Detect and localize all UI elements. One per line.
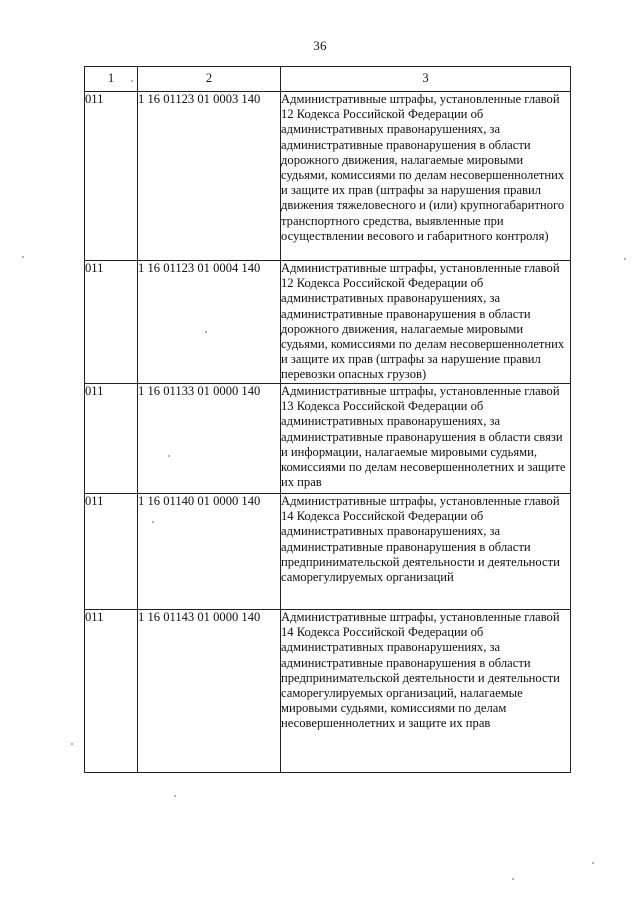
table-row [85, 92, 571, 261]
scan-speck [174, 795, 176, 797]
description-cell: Административные штрафы, установленные главой 14 Кодекса Российской Федерации об административных правонарушениях, за административные правонарушения в области предпринимательской деятельности и деятельности саморегулируемых организаций, налагаемые мировыми судьями, комиссиями по делам несовершеннолетних и защите их прав [281, 610, 571, 773]
admin-code-cell: 011 [85, 92, 138, 261]
admin-code-cell: 011 [85, 261, 138, 384]
page-number: 36 [313, 38, 327, 53]
revenue-code-cell: 1 16 01140 01 0000 140 [138, 494, 281, 610]
description-cell: Административные штрафы, установленные главой 14 Кодекса Российской Федерации об административных правонарушениях, за административные правонарушения в области предпринимательской деятельности и деятельности саморегулируемых организаций [281, 494, 571, 610]
column-header-2: 2 [138, 67, 281, 92]
scan-speck [512, 878, 514, 880]
scan-speck [205, 331, 207, 333]
budget-code-table [84, 66, 571, 773]
scan-speck [152, 521, 154, 523]
scan-speck [71, 743, 73, 745]
table-row [85, 384, 571, 494]
scan-speck [592, 862, 594, 864]
admin-code-cell: 011 [85, 494, 138, 610]
column-header-1: 1 [85, 67, 138, 92]
table-header-row [85, 67, 571, 92]
scan-speck [168, 455, 170, 457]
column-header-3: 3 [281, 67, 571, 92]
admin-code-cell: 011 [85, 384, 138, 494]
revenue-code-cell: 1 16 01143 01 0000 140 [138, 610, 281, 773]
description-cell: Административные штрафы, установленные главой 12 Кодекса Российской Федерации об административных правонарушениях, за административные правонарушения в области дорожного движения, налагаемые мировыми судьями, комиссиями по делам несовершеннолетних и защите их прав (штрафы за нарушения правил движения тяжеловесного и (или) крупногабаритного транспортного средства, выявленные при осуществлении весового и габаритного контроля) [281, 92, 571, 261]
scan-speck [624, 258, 626, 260]
scan-speck [131, 80, 133, 82]
table-row [85, 494, 571, 610]
revenue-code-cell: 1 16 01123 01 0003 140 [138, 92, 281, 261]
description-cell: Административные штрафы, установленные главой 13 Кодекса Российской Федерации об административных правонарушениях, за административные правонарушения в области связи и информации, налагаемые мировыми судьями, комиссиями по делам несовершеннолетних и защите их прав [281, 384, 571, 494]
table-row [85, 610, 571, 773]
table-row [85, 261, 571, 384]
revenue-code-cell: 1 16 01123 01 0004 140 [138, 261, 281, 384]
admin-code-cell: 011 [85, 610, 138, 773]
scan-speck [22, 256, 24, 258]
revenue-code-cell: 1 16 01133 01 0000 140 [138, 384, 281, 494]
description-cell: Административные штрафы, установленные главой 12 Кодекса Российской Федерации об административных правонарушениях, за административные правонарушения в области дорожного движения, налагаемые мировыми судьями, комиссиями по делам несовершеннолетних и защите их прав (штрафы за нарушение правил перевозки опасных грузов) [281, 261, 571, 384]
